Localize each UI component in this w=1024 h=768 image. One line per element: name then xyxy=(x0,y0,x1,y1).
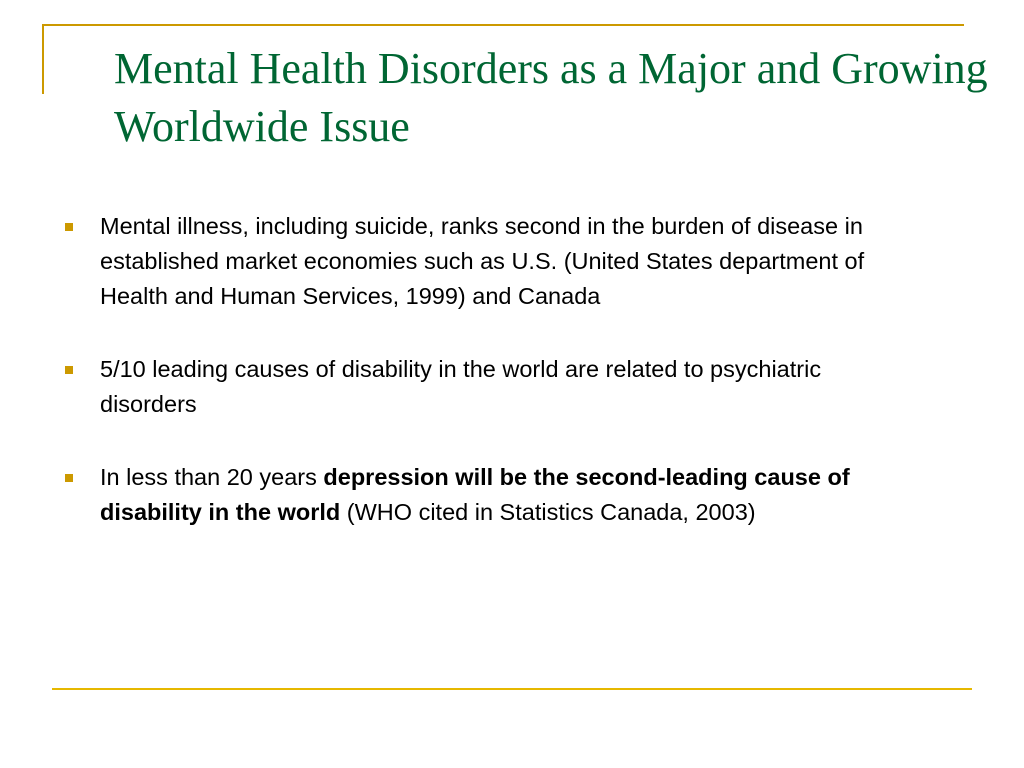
top-accent-line xyxy=(42,24,964,26)
bullet-text-citation: (WHO cited in Statistics Canada, 2003) xyxy=(340,499,756,525)
bullet-item-disability-causes xyxy=(58,352,918,422)
square-bullet-icon xyxy=(65,366,73,374)
square-bullet-icon xyxy=(65,474,73,482)
bullet-text-emphasis: depression will be the second-leading cause of disability in the world xyxy=(100,464,850,525)
bullet-list xyxy=(58,209,918,568)
slide-title: Mental Health Disorders as a Major and Growing Worldwide Issue xyxy=(114,44,988,151)
square-bullet-icon xyxy=(65,223,73,231)
bullet-text-lead: In less than 20 years xyxy=(100,464,324,490)
bullet-item-burden xyxy=(58,209,918,314)
bullet-item-depression xyxy=(58,460,918,530)
left-accent-line xyxy=(42,24,44,94)
bullet-text: 5/10 leading causes of disability in the world are related to psychiatric disorders xyxy=(100,356,822,417)
bottom-accent-line xyxy=(52,688,972,690)
bullet-text: Mental illness, including suicide, ranks second in the burden of disease in established market economies such as U.S. (United States department of Health and Human Services, 1999) and Canada xyxy=(100,213,865,309)
